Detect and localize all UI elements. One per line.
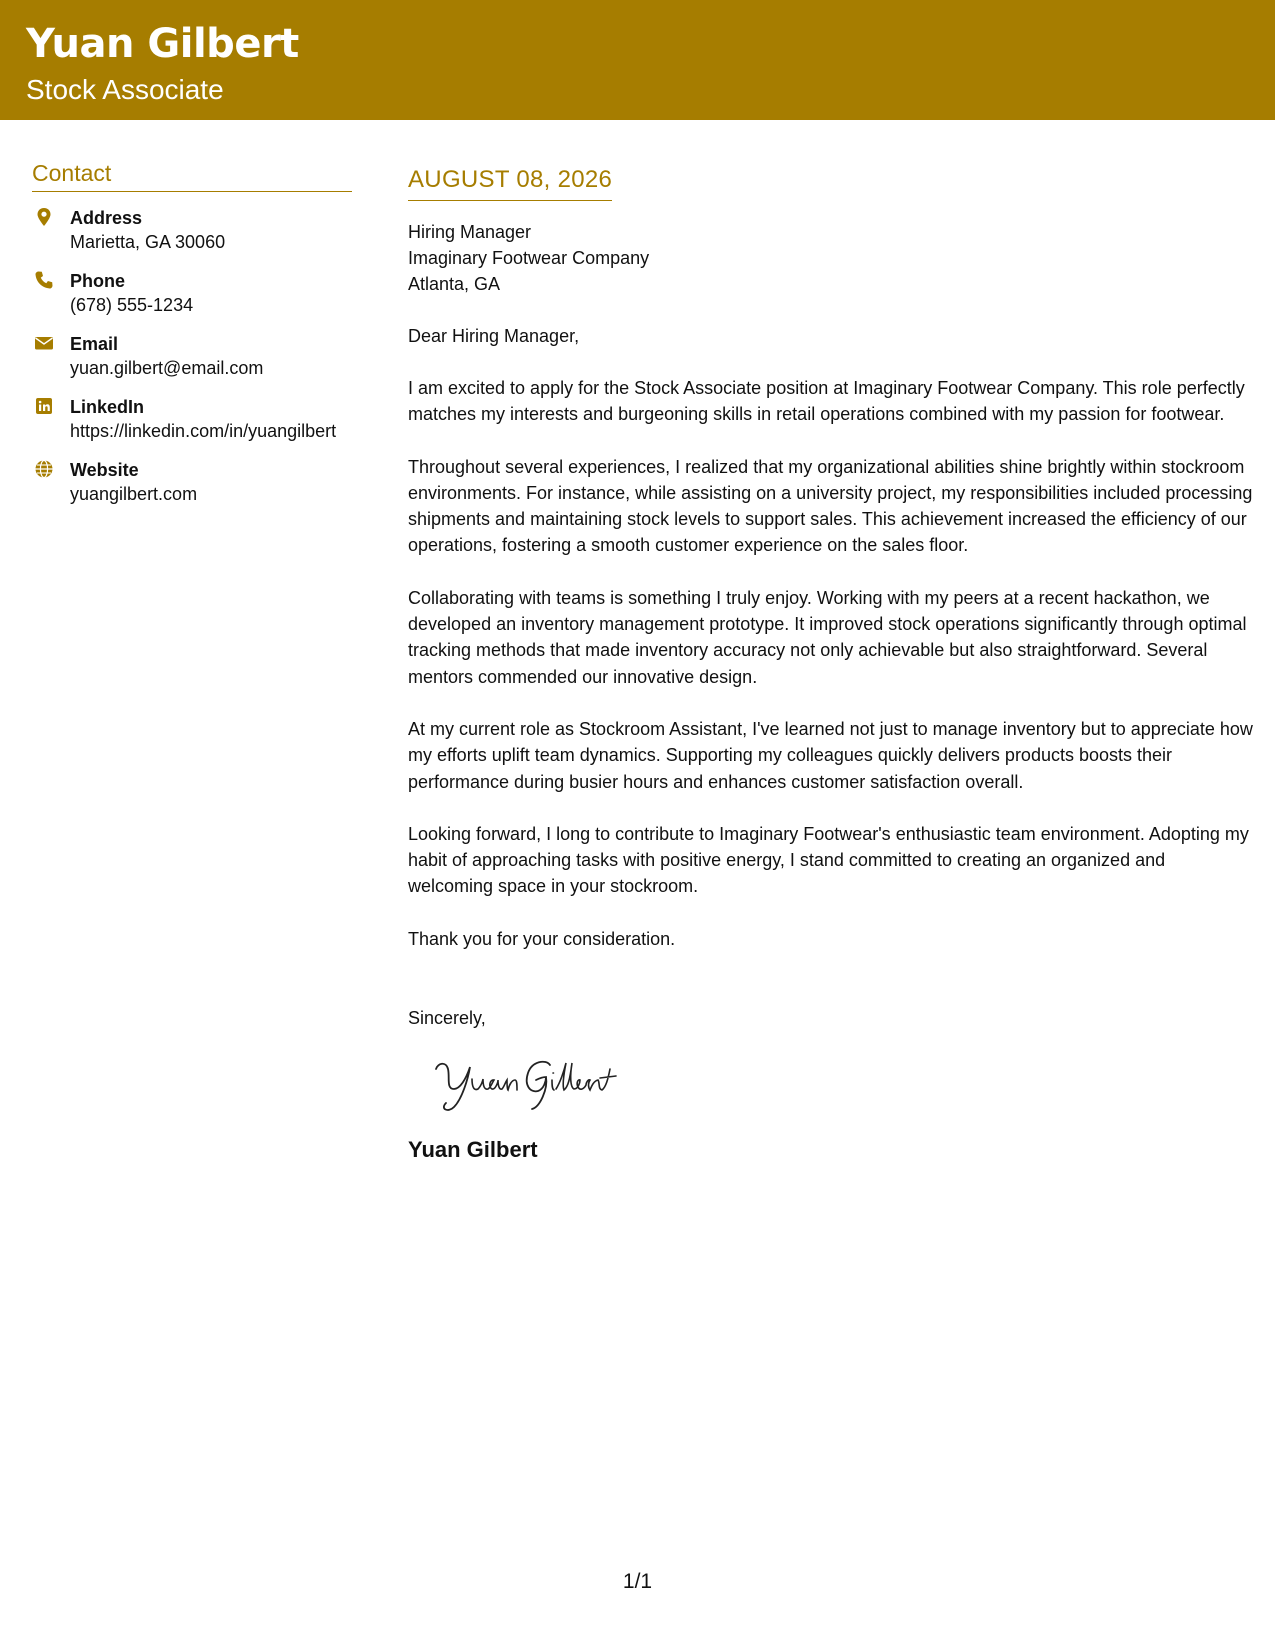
envelope-icon: [34, 333, 54, 353]
recipient-line: Atlanta, GA: [408, 274, 501, 294]
contact-label: Phone: [70, 271, 126, 291]
letter-paragraph: Looking forward, I long to contribute to Imaginary Footwear's enthusiastic team environment. Adopting my habit of approaching tasks with positive energy, I stand committed to creating an organized and welcoming space in your stockroom.: [408, 823, 1249, 897]
contact-sidebar: [32, 160, 352, 507]
salutation: Dear Hiring Manager,: [408, 326, 580, 346]
contact-item-website: [32, 458, 352, 507]
contact-heading: Contact: [32, 160, 352, 192]
contact-value: yuangilbert.com: [70, 484, 198, 504]
contact-value: (678) 555-1234: [70, 295, 194, 315]
contact-item-email: [32, 332, 352, 381]
letter-paragraph: I am excited to apply for the Stock Associate position at Imaginary Footwear Company. This role perfectly matches my interests and burgeoning skills in retail operations combined with my passion for footwear.: [408, 378, 1245, 425]
applicant-name: Yuan Gilbert: [26, 21, 299, 67]
letter-paragraph: Throughout several experiences, I realized that my organizational abilities shine brightly within stockroom environments. For instance, while assisting on a university project, my responsibilities included processing shipments and maintaining stock levels to support sales. This achievement increased the efficiency of our operations, fostering a smooth customer experience on the sales floor.: [408, 456, 1253, 556]
contact-label: Website: [70, 460, 139, 480]
contact-value: yuan.gilbert@email.com: [70, 358, 264, 378]
signer-name: Yuan Gilbert: [408, 1137, 538, 1163]
letter-paragraph: At my current role as Stockroom Assistant, I've learned not just to manage inventory but to appreciate how my efforts uplift team dynamics. Supporting my colleagues quickly delivers products boosts their performance during busier hours and enhances customer satisfaction overall.: [408, 718, 1253, 792]
contact-label: LinkedIn: [70, 397, 145, 417]
closing: Sincerely,: [408, 1008, 486, 1029]
linkedin-icon: [34, 396, 54, 416]
contact-value: Marietta, GA 30060: [70, 232, 226, 252]
signature-area: [408, 1049, 1253, 1119]
handwritten-signature: [428, 1049, 658, 1119]
header-banner: [0, 0, 1275, 120]
contact-item-linkedin: [32, 395, 352, 444]
contact-label: Email: [70, 334, 119, 354]
contact-label: Address: [70, 208, 143, 228]
recipient-block: [408, 219, 1253, 297]
map-pin-icon: [34, 207, 54, 227]
letter-paragraph: Collaborating with teams is something I truly enjoy. Working with my peers at a recent hackathon, we developed an inventory management prototype. It improved stock operations significantly through optimal tracking methods that made inventory accuracy not only achievable but also straightforward. Several mentors commended our innovative design.: [408, 587, 1247, 687]
letter-body: [408, 166, 1253, 1163]
page-number: 1/1: [622, 1570, 653, 1593]
globe-icon: [34, 459, 54, 479]
phone-icon: [34, 270, 54, 290]
contact-item-phone: [32, 269, 352, 318]
recipient-line: Hiring Manager: [408, 222, 532, 242]
applicant-role: Stock Associate: [26, 74, 224, 105]
contact-item-address: [32, 206, 352, 255]
letter-date: AUGUST 08, 2026: [408, 166, 612, 201]
contact-value: https://linkedin.com/in/yuangilbert: [70, 421, 337, 441]
letter-paragraph: Thank you for your consideration.: [408, 928, 676, 949]
recipient-line: Imaginary Footwear Company: [408, 248, 650, 268]
